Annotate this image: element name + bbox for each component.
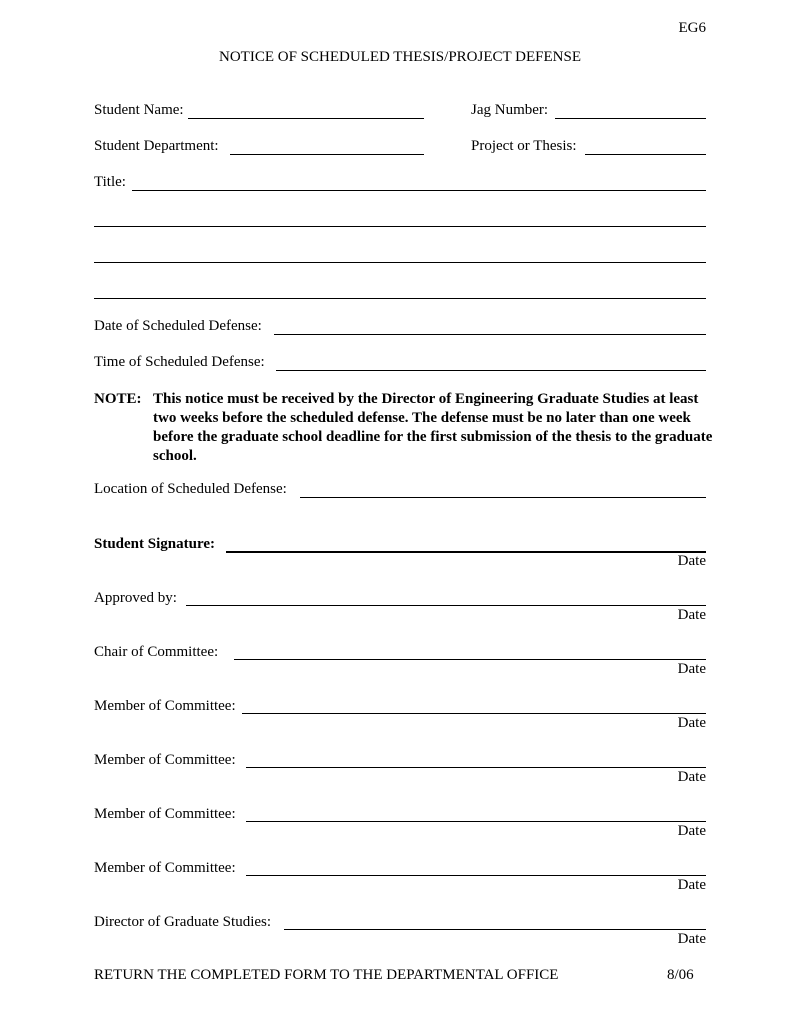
note-label: NOTE: xyxy=(94,391,142,407)
location-of-defense-label: Location of Scheduled Defense: xyxy=(94,481,287,497)
approved-by-date-label: Date xyxy=(677,607,706,623)
student-department-field[interactable] xyxy=(230,132,424,156)
date-of-defense-label: Date of Scheduled Defense: xyxy=(94,318,262,334)
member-of-committee-1-field[interactable] xyxy=(242,692,706,716)
location-of-defense-field[interactable] xyxy=(300,475,706,499)
time-of-defense-field[interactable] xyxy=(276,348,706,372)
note-text: This notice must be received by the Director of Engineering Graduate Studies at least two weeks before the scheduled defense. The defense must be no later than one week before the graduate school deadline for the first submission of the thesis to the graduate school. xyxy=(153,391,713,464)
member-of-committee-1-label: Member of Committee: xyxy=(94,698,236,714)
member-of-committee-3-field[interactable] xyxy=(246,800,706,824)
date-of-defense-field[interactable] xyxy=(274,312,706,336)
student-signature-field[interactable] xyxy=(226,530,706,554)
student-name-field[interactable] xyxy=(188,96,424,120)
chair-of-committee-date-label: Date xyxy=(677,661,706,677)
member-of-committee-3-label: Member of Committee: xyxy=(94,806,236,822)
project-or-thesis-field[interactable] xyxy=(585,132,706,156)
director-of-graduate-studies-label: Director of Graduate Studies: xyxy=(94,914,272,930)
footer-revision: 8/06 xyxy=(667,967,694,983)
title-line-4[interactable] xyxy=(94,298,706,299)
member-of-committee-1-date-label: Date xyxy=(677,715,706,731)
chair-of-committee-label: Chair of Committee: xyxy=(94,644,219,660)
member-of-committee-2-date-label: Date xyxy=(677,769,706,785)
page-title: NOTICE OF SCHEDULED THESIS/PROJECT DEFENSE xyxy=(219,49,581,65)
member-of-committee-2-label: Member of Committee: xyxy=(94,752,236,768)
member-of-committee-3-date-label: Date xyxy=(677,823,706,839)
footer-instruction: RETURN THE COMPLETED FORM TO THE DEPARTMENTAL OFFICE xyxy=(94,967,559,983)
approved-by-label: Approved by: xyxy=(94,590,177,606)
time-of-defense-label: Time of Scheduled Defense: xyxy=(94,354,265,370)
approved-by-field[interactable] xyxy=(186,584,706,608)
title-field[interactable] xyxy=(132,168,706,192)
jag-number-field[interactable] xyxy=(555,96,706,120)
jag-number-label: Jag Number: xyxy=(471,102,549,118)
director-of-graduate-studies-date-label: Date xyxy=(677,931,706,947)
form-code: EG6 xyxy=(678,20,706,36)
member-of-committee-4-date-label: Date xyxy=(677,877,706,893)
director-of-graduate-studies-field[interactable] xyxy=(284,908,706,932)
student-signature-label: Student Signature: xyxy=(94,536,215,552)
member-of-committee-2-field[interactable] xyxy=(246,746,706,770)
student-signature-date-label: Date xyxy=(677,553,706,569)
member-of-committee-4-field[interactable] xyxy=(246,854,706,878)
title-label: Title: xyxy=(94,174,126,190)
student-department-label: Student Department: xyxy=(94,138,219,154)
title-line-3[interactable] xyxy=(94,262,706,263)
project-or-thesis-label: Project or Thesis: xyxy=(471,138,577,154)
chair-of-committee-field[interactable] xyxy=(234,638,706,662)
title-line-2[interactable] xyxy=(94,226,706,227)
member-of-committee-4-label: Member of Committee: xyxy=(94,860,236,876)
student-name-label: Student Name: xyxy=(94,102,184,118)
